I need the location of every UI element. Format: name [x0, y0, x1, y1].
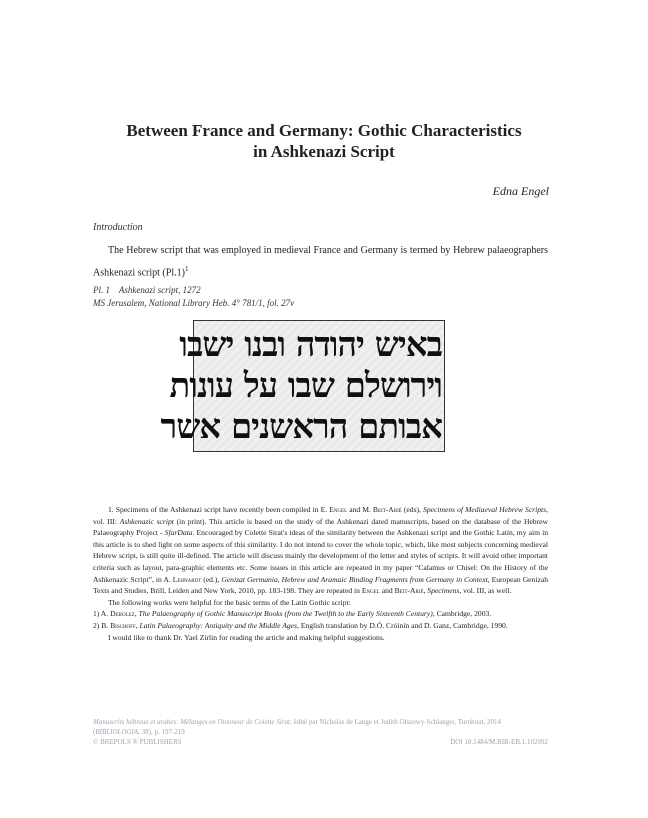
footnotes: [93, 504, 548, 643]
intro-paragraph: [93, 241, 548, 282]
manuscript-plate-image: [160, 320, 445, 452]
imprint-copyright: © BREPOLS ® PUBLISHERS: [93, 738, 182, 746]
footnote-1: 1. Specimens of the Ashkenazi script have recently been compiled in E. Engel and M. Beit-Arié (eds), Specimens of Mediaeval Hebrew Scripts, vol. III: Ashkenazic script (in print). This article is based on the study of the Ashkenazi dated manuscripts, based on the database of the Hebrew Palaeography Project - SfarData. Encouraged by Colette Sirat's ideas of the similarity between the Ashkenazi script and the Gothic Latin, my aim in this article is to shed light on some aspects of this similarity. I do not intend to cover the whole topic, which, like most subjects concerning medieval Hebrew script, is still quite ill-defined. The article will discuss mainly the development of the letter and styles of scripts. It will avoid other important criteria such as layout, para-graphic elements etc. Some issues in this article are repeated in my paper “Calamus or Chisel: On the History of the Ashkenazic Script”, in A. Lehnardt (ed.), Genizat Germania, Hebrew and Aramaic Binding Fragments from Germany in Context, European Genizah Texts and Studies, Brill, Leiden and New York, 2010, pp. 183-198. They are repeated in Engel and Beit-Arié, Specimens, vol. III, as well.: [93, 505, 548, 596]
title-line-1: Between France and Germany: Gothic Characteristics: [126, 121, 522, 140]
author-name: Edna Engel: [492, 184, 549, 198]
intro-text: The Hebrew script that was employed in medieval France and Germany is termed by Hebrew palaeographers Ashkenazi script (Pl.1): [93, 245, 548, 279]
plate-caption-line-1: Pl. 1 Ashkenazi script, 1272: [93, 285, 201, 295]
plate-caption: [93, 284, 294, 310]
article-title: [60, 120, 588, 162]
title-line-2: in Ashkenazi Script: [253, 142, 395, 161]
imprint-citation: Manuscrits hébreux et arabes: Mélanges en l'honneur de Colette Sirat, édité par Nicholas de Lange et Judith Olszowy-Schlanger, Turnhout, 2014 (BIBLIOLOGIA, 38), p. 197-219: [93, 718, 502, 736]
footnote-thanks: I would like to thank Dr. Yael Zirlin for reading the article and making helpful suggestions.: [108, 632, 385, 642]
publication-imprint: [93, 717, 548, 747]
imprint-doi[interactable]: DOI 10.1484/M.BIB-EB.1.102092: [450, 738, 548, 746]
section-heading: Introduction: [93, 222, 143, 233]
footnote-ref[interactable]: 1: [184, 265, 189, 273]
footnote-works-intro: The following works were helpful for the basic terms of the Latin Gothic script:: [108, 597, 351, 607]
hebrew-script-line-1: באיש יהודה ובנו ישבו: [179, 325, 442, 365]
plate-caption-line-2: MS Jerusalem, National Library Heb. 4° 781/1, fol. 27v: [93, 298, 295, 308]
hebrew-script-line-3: אבותם הראשנים אשר: [160, 407, 442, 447]
footnote-work-2: 2) B. Bischoff, Latin Palaeography: Antiquity and the Middle Ages, English translation by D.Ó. Cróinín and D. Ganz, Cambridge, 1990.: [93, 620, 508, 630]
footnote-work-1: 1) A. Derolez, The Palaeography of Gothic Manuscript Books (from the Twelfth to the Early Sixteenth Century), Cambridge, 2003.: [93, 609, 492, 619]
hebrew-script-line-2: וירושלם שבו על עונות: [169, 366, 442, 406]
